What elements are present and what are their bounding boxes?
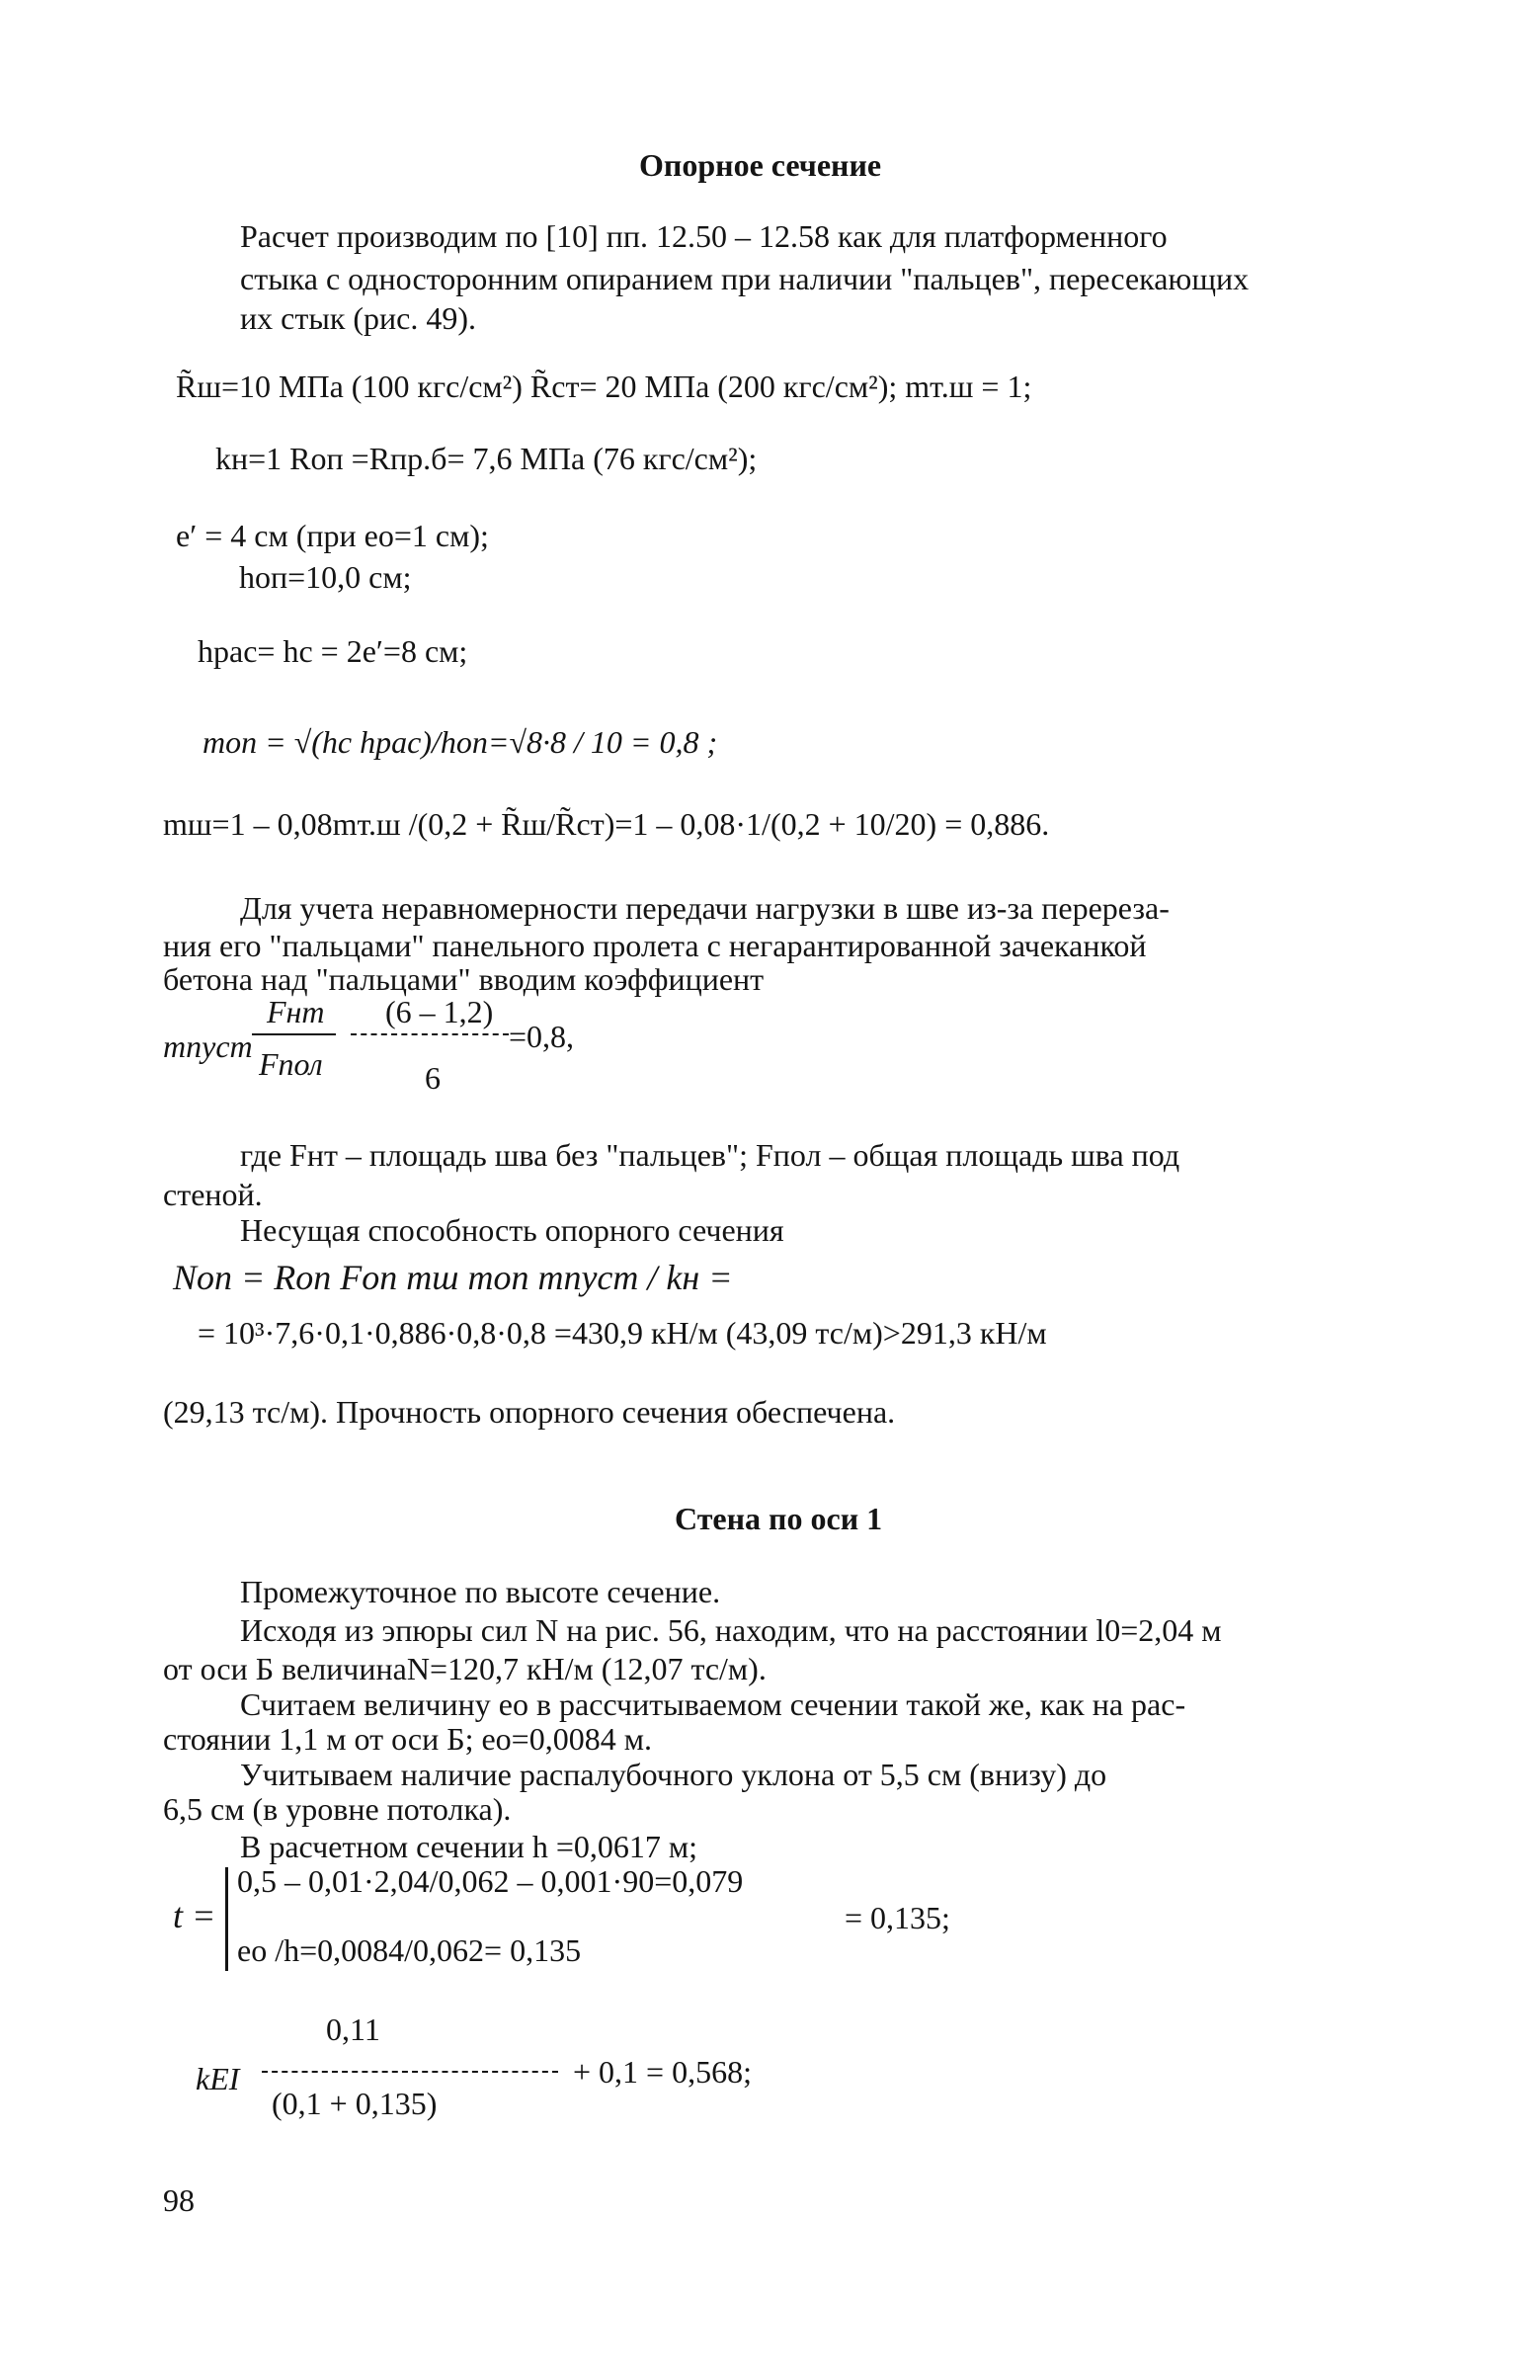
- paragraph-line: их стык (рис. 49).: [240, 300, 476, 336]
- formula-result: = 0,135;: [845, 1900, 950, 1935]
- paragraph-line: где Fнт – площадь шва без "пальцев"; Fпол – общая площадь шва под: [240, 1137, 1180, 1173]
- formula-line: hрас= hс = 2e′=8 см;: [198, 633, 468, 669]
- formula-lhs: mпуст: [163, 1028, 253, 1064]
- fraction-bar: [252, 1033, 336, 1035]
- paragraph-line: Несущая способность опорного сечения: [240, 1212, 784, 1248]
- paragraph-line: Считаем величину eо в рассчитываемом сечении такой же, как на рас-: [240, 1686, 1186, 1722]
- paragraph-line: В расчетном сечении h =0,0617 м;: [240, 1829, 698, 1864]
- paragraph-line: стеной.: [163, 1177, 263, 1212]
- fraction-denominator: 6: [425, 1060, 441, 1096]
- fraction-bar: [262, 2071, 558, 2073]
- formula-line: mоп = √(hс hрас)/hоп=√8·8 / 10 = 0,8 ;: [203, 724, 718, 760]
- formula-line: R̃ш=10 МПа (100 кгс/см²) R̃ст= 20 МПа (200 кгс/см²); mт.ш = 1;: [176, 369, 1032, 404]
- fraction-numerator: Fнт: [267, 994, 325, 1029]
- paragraph-line: (29,13 тс/м). Прочность опорного сечения обеспечена.: [163, 1394, 896, 1430]
- case-line: eо /h=0,0084/0,062= 0,135: [237, 1932, 582, 1968]
- fraction-denominator: Fпол: [259, 1046, 323, 1082]
- fraction-numerator: (6 – 1,2): [385, 994, 494, 1029]
- heading-opornoe-sechenie: Опорное сечение: [639, 147, 882, 183]
- paragraph-line: Учитываем наличие распалубочного уклона от 5,5 см (внизу) до: [240, 1757, 1107, 1792]
- paragraph-line: стоянии 1,1 м от оси Б; eо=0,0084 м.: [163, 1721, 652, 1757]
- paragraph-line: бетона над "пальцами" вводим коэффициент: [163, 961, 765, 997]
- paragraph-line: Для учета неравномерности передачи нагрузки в шве из-за перереза-: [240, 890, 1170, 926]
- paragraph-line: стыка с односторонним опиранием при наличии "пальцев", пересекающих: [240, 261, 1250, 296]
- brace-left: [225, 1867, 228, 1971]
- fraction-numerator: 0,11: [326, 2011, 380, 2047]
- case-line: 0,5 – 0,01·2,04/0,062 – 0,001·90=0,079: [237, 1863, 744, 1899]
- paragraph-line: Расчет производим по [10] пп. 12.50 – 12.58 как для платформенного: [240, 218, 1168, 254]
- heading-stena-po-osi-1: Стена по оси 1: [675, 1501, 883, 1536]
- formula-line: Nоп = Rоп Fоп mш mоп mпуст / kн =: [173, 1258, 733, 1297]
- formula-line: e′ = 4 см (при eо=1 см);: [176, 518, 489, 553]
- formula-line: mш=1 – 0,08mт.ш /(0,2 + R̃ш/R̃ст)=1 – 0,08·1/(0,2 + 10/20) = 0,886.: [163, 806, 1050, 842]
- formula-lhs: kEI: [196, 2061, 240, 2096]
- formula-line: = 10³·7,6·0,1·0,886·0,8·0,8 =430,9 кН/м (43,09 тс/м)>291,3 кН/м: [198, 1315, 1047, 1351]
- paragraph-line: Промежуточное по высоте сечение.: [240, 1574, 721, 1609]
- paragraph-line: от оси Б величинаN=120,7 кН/м (12,07 тс/м).: [163, 1651, 767, 1686]
- fraction-result: =0,8,: [509, 1019, 575, 1054]
- paragraph-line: Исходя из эпюры сил N на рис. 56, находим, что на расстоянии l0=2,04 м: [240, 1612, 1222, 1648]
- paragraph-line: 6,5 см (в уровне потолка).: [163, 1791, 512, 1827]
- formula-line: kн=1 Rоп =Rпр.б= 7,6 МПа (76 кгс/см²);: [215, 441, 758, 476]
- fraction-bar: [351, 1033, 509, 1035]
- formula-result: + 0,1 = 0,568;: [573, 2054, 752, 2090]
- fraction-denominator: (0,1 + 0,135): [272, 2086, 438, 2121]
- formula-line: hоп=10,0 см;: [239, 559, 412, 595]
- paragraph-line: ния его "пальцами" панельного пролета с негарантированной зачеканкой: [163, 928, 1147, 963]
- formula-lhs: t =: [173, 1896, 216, 1935]
- page-number: 98: [163, 2182, 195, 2218]
